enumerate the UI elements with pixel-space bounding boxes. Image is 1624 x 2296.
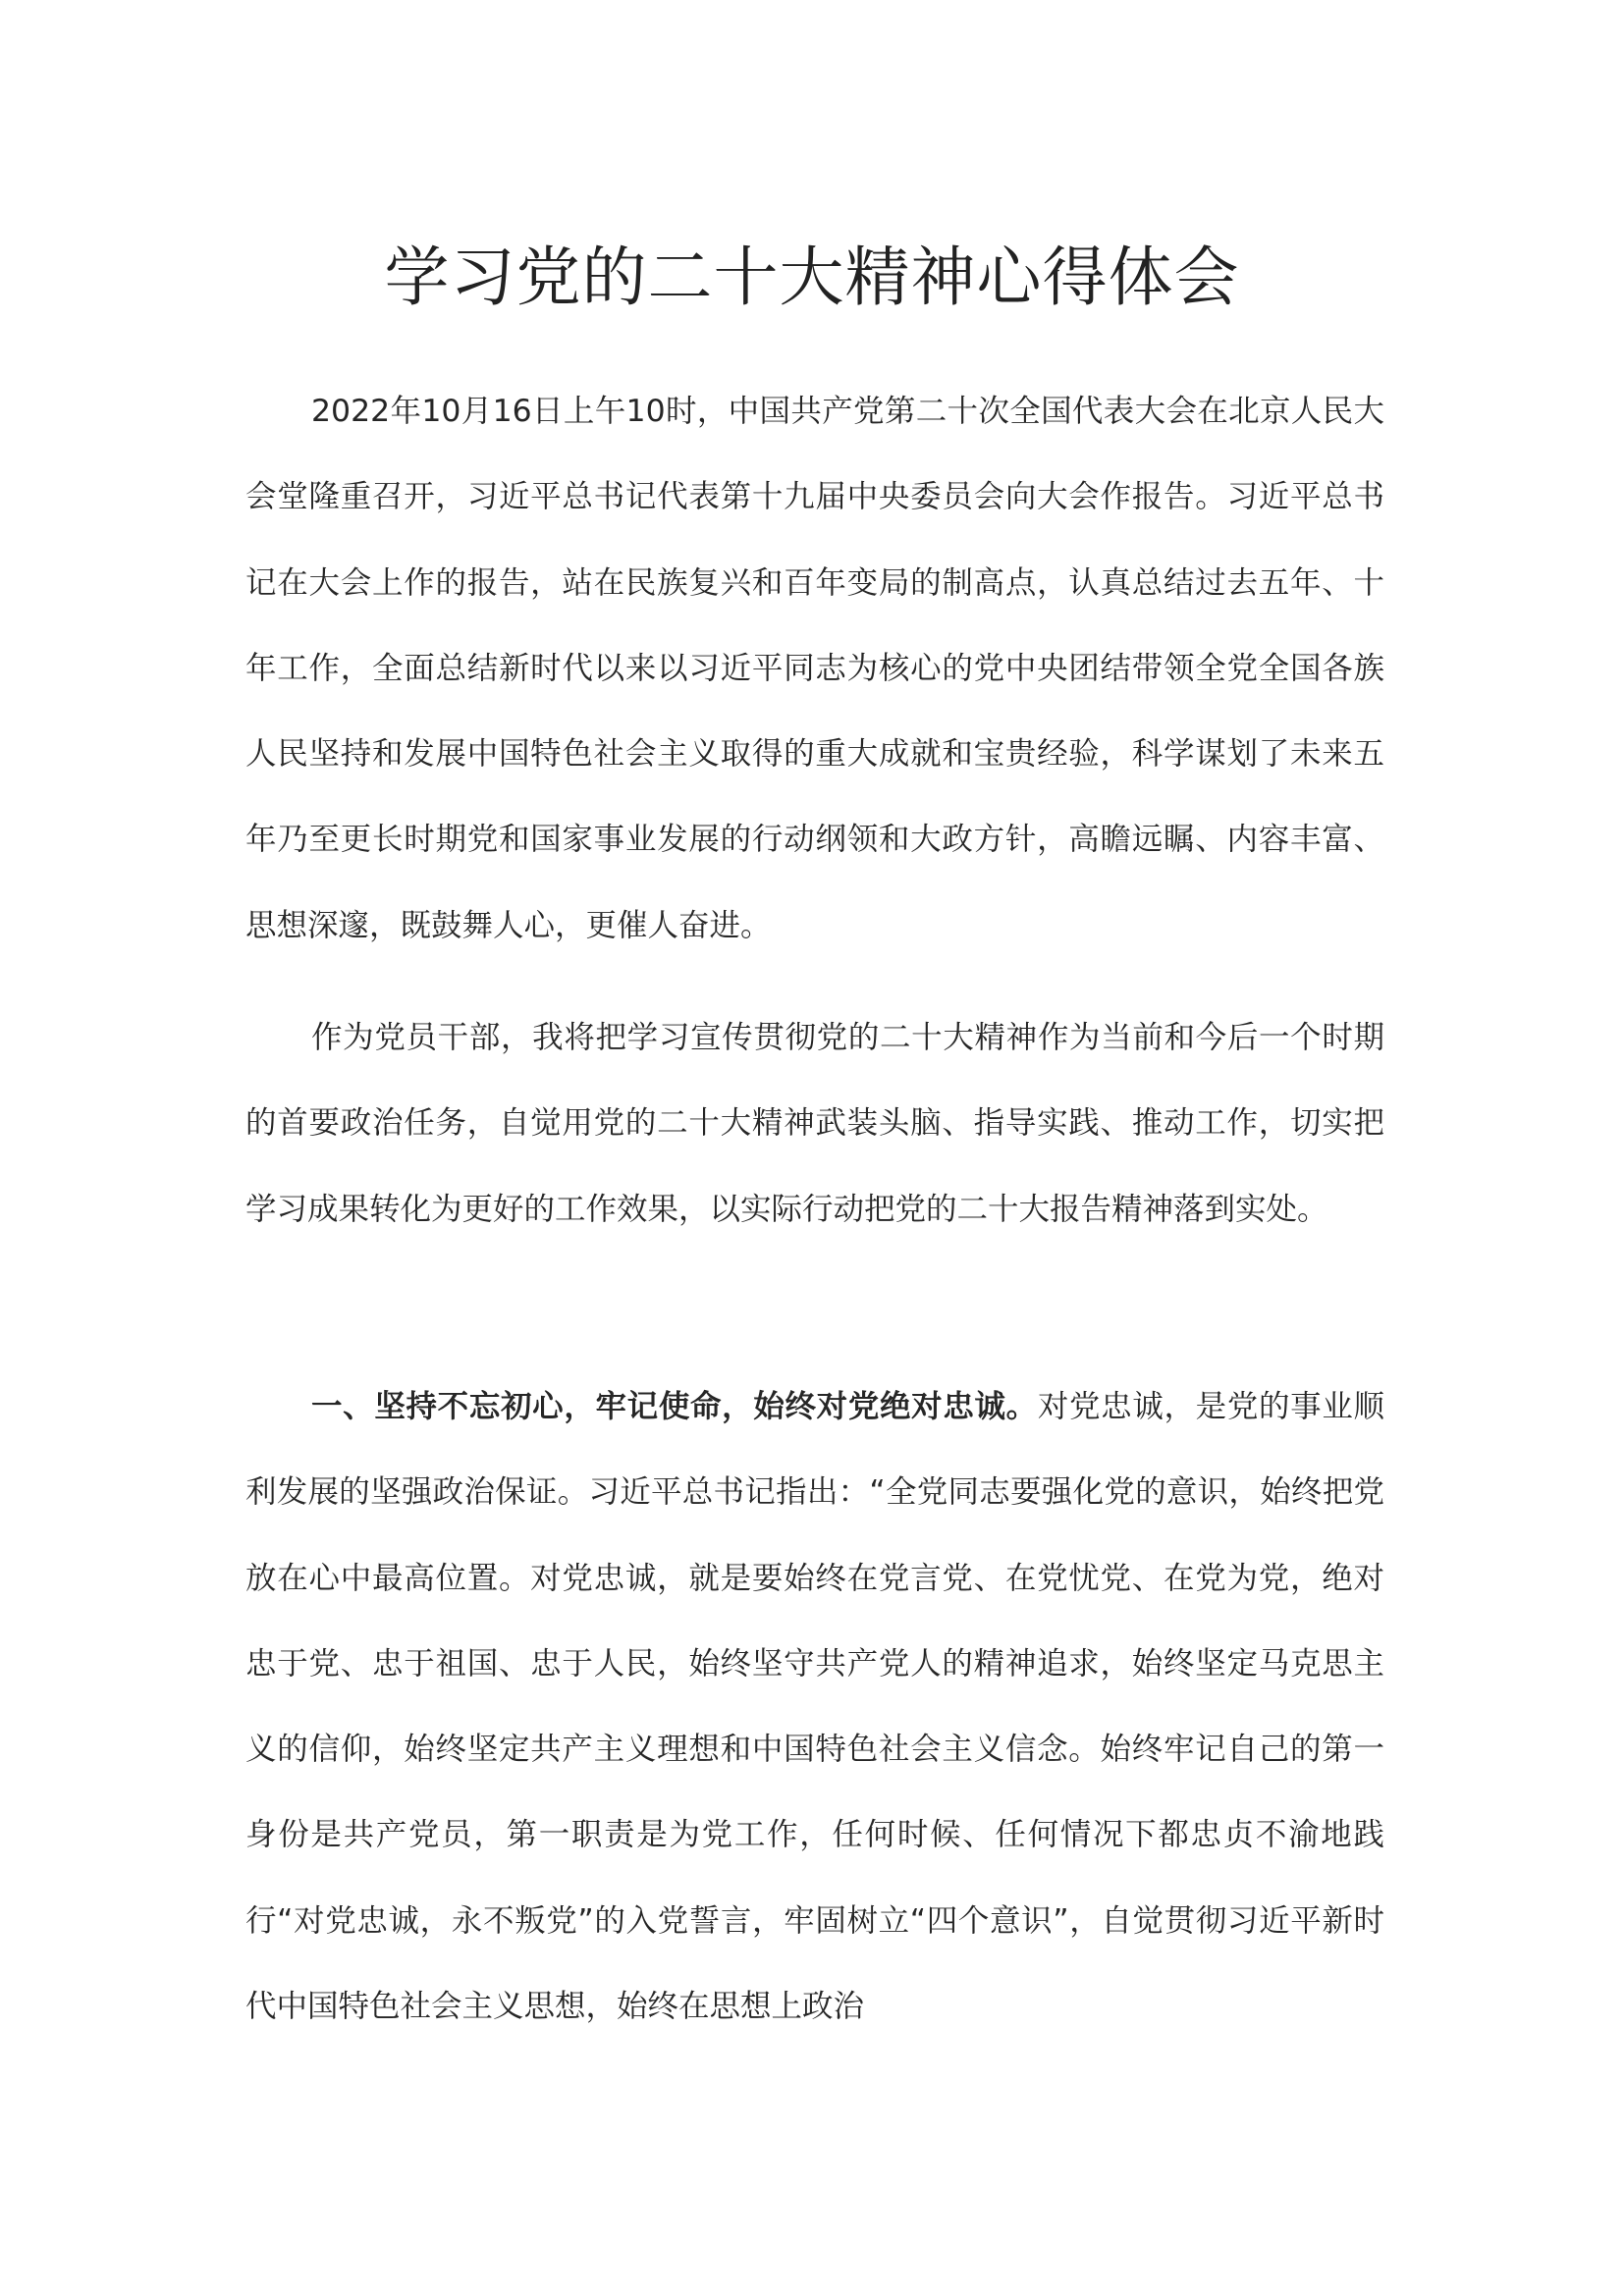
document-title: 学习党的二十大精神心得体会 xyxy=(384,240,1240,315)
section-one-heading: 一、坚持不忘初心，牢记使命，始终对党绝对忠诚。 xyxy=(311,1389,1038,1424)
section-one-body: 对党忠诚，是党的事业顺利发展的坚强政治保证。习近平总书记指出：“全党同志要强化党的意识，始终把党放在心中最高位置。对党忠诚，就是要始终在党言党、在党忧党、在党为党，绝对忠于党、忠于祖国、忠于人民，始终坚守共产党人的精神追求，始终坚定马克思主义的信仰，始终坚定共产主义理想和中国特色社会主义信念。始终牢记自己的第一身份是共产党员，第一职责是为党工作，任何时候、任何情况下都忠贞不渝地践行“对党忠诚，永不叛党”的入党誓言，牢固树立“四个意识”，自觉贯彻习近平新时代中国特色社会主义思想，始终在思想上政治 xyxy=(245,1389,1384,2025)
paragraph-section-one xyxy=(245,1364,1384,2050)
paragraph-commitment: 作为党员干部，我将把学习宣传贯彻党的二十大精神作为当前和今后一个时期的首要政治任务，自觉用党的二十大精神武装头脑、指导实践、推动工作，切实把学习成果转化为更好的工作效果，以实际行动把党的二十大报告精神落到实处。 xyxy=(245,1020,1384,1227)
paragraph-intro: 2022年10月16日上午10时，中国共产党第二十次全国代表大会在北京人民大会堂隆重召开，习近平总书记代表第十九届中央委员会向大会作报告。习近平总书记在大会上作的报告，站在民族复兴和百年变局的制高点，认真总结过去五年、十年工作，全面总结新时代以来以习近平同志为核心的党中央团结带领全党全国各族人民坚持和发展中国特色社会主义取得的重大成就和宝贵经验，科学谋划了未来五年乃至更长时期党和国家事业发展的行动纲领和大政方针，高瞻远瞩、内容丰富、思想深邃，既鼓舞人心，更催人奋进。 xyxy=(245,394,1384,943)
